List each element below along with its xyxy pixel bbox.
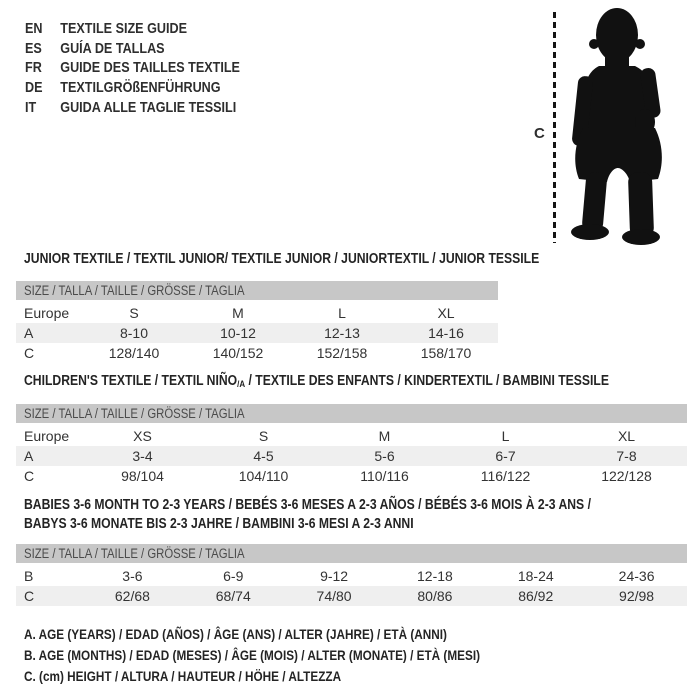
legend-footnotes — [24, 624, 567, 687]
language-row-en — [25, 19, 240, 39]
size-header-row — [16, 281, 498, 300]
height-cell: 92/98 — [619, 588, 655, 604]
language-title: TEXTILGRÖßENFÜHRUNG — [60, 79, 221, 97]
age-cell: 24-36 — [618, 568, 655, 584]
age-cell: 8-10 — [119, 325, 149, 341]
size-cell: S — [129, 305, 139, 321]
height-cell: 122/128 — [601, 468, 652, 484]
table-row-height-cm — [16, 586, 687, 606]
size-cell: XS — [133, 428, 152, 444]
age-cell: 12-18 — [417, 568, 453, 584]
table-row-height-cm — [16, 466, 687, 486]
footnote-height-cm — [24, 666, 567, 687]
language-code: ES — [25, 39, 42, 57]
size-cell: L — [338, 305, 346, 321]
language-row-it — [25, 97, 240, 117]
babies-section-title-line2: BABYS 3-6 MONATE BIS 2-3 JAHRE / BAMBINI 3-6 MESI A 2-3 ANNI — [24, 516, 414, 532]
height-cell: 104/110 — [238, 468, 289, 484]
footnote-age-months — [24, 645, 567, 666]
age-cell: 6-9 — [223, 568, 244, 584]
table-row-europe-sizes — [16, 303, 498, 323]
left-foot-shape — [571, 224, 609, 240]
language-code: DE — [25, 79, 43, 97]
size-cell: S — [258, 428, 269, 444]
size-header-row — [16, 404, 687, 423]
footnote-text: B. AGE (MONTHS) / EDAD (MESES) / ÂGE (MOIS) / ALTER (MONATE) / ETÀ (MESI) — [24, 647, 481, 663]
age-cell: 6-7 — [495, 448, 516, 464]
row-label: A — [24, 325, 34, 341]
age-cell: 5-6 — [374, 448, 395, 464]
height-cell: 68/74 — [215, 588, 251, 604]
toddler-silhouette-shapes — [571, 8, 662, 245]
height-cell: 62/68 — [114, 588, 150, 604]
height-cell: 110/116 — [360, 468, 409, 484]
height-cell: 128/140 — [108, 345, 160, 361]
language-title: GUIDE DES TAILLES TEXTILE — [60, 59, 240, 77]
row-label: A — [24, 448, 34, 464]
language-code: FR — [25, 59, 42, 77]
row-label: C — [24, 588, 35, 604]
language-title: GUIDA ALLE TAGLIE TESSILI — [60, 98, 237, 116]
right-leg-shape — [628, 172, 654, 239]
table-row-age-months — [16, 566, 687, 586]
children-title-subscript: /A — [237, 379, 246, 390]
children-title-part1: CHILDREN'S TEXTILE / TEXTIL NIÑO — [24, 373, 238, 389]
footnote-age-years — [24, 624, 567, 645]
language-title: GUÍA DE TALLAS — [60, 39, 165, 57]
junior-section-title — [24, 251, 637, 267]
table-row-age-years — [16, 323, 498, 343]
footnote-text: C. (cm) HEIGHT / ALTURA / HAUTEUR / HÖHE / ALTEZZA — [24, 668, 342, 684]
size-header-row — [16, 544, 687, 563]
junior-section-title-text: JUNIOR TEXTILE / TEXTIL JUNIOR/ TEXTILE JUNIOR / JUNIORTEXTIL / JUNIOR TESSILE — [24, 251, 540, 267]
babies-section-title — [24, 496, 699, 534]
size-header-text: SIZE / TALLA / TAILLE / GRÖSSE / TAGLIA — [24, 546, 245, 561]
age-cell: 4-5 — [253, 448, 274, 464]
age-cell: 3-4 — [132, 448, 153, 464]
age-cell: 9-12 — [320, 568, 349, 584]
row-label: Europe — [24, 305, 70, 321]
age-cell: 7-8 — [616, 448, 637, 464]
age-cell: 3-6 — [122, 568, 143, 584]
language-code: EN — [25, 20, 43, 38]
left-ear-shape — [589, 39, 599, 49]
children-size-table — [16, 404, 687, 486]
babies-size-table — [16, 544, 687, 606]
left-leg-shape — [581, 171, 607, 233]
height-measure-dashed-line — [553, 12, 556, 243]
children-section-title — [24, 373, 700, 390]
size-header-text: SIZE / TALLA / TAILLE / GRÖSSE / TAGLIA — [24, 406, 245, 421]
size-cell: XL — [617, 428, 636, 444]
row-label: B — [24, 568, 34, 584]
language-row-de — [25, 78, 240, 98]
height-measure-label: C — [534, 125, 545, 142]
height-cell: 152/158 — [316, 345, 368, 361]
row-label: C — [24, 468, 35, 484]
row-label: Europe — [24, 428, 70, 444]
age-cell: 12-13 — [324, 325, 360, 341]
toddler-silhouette-icon — [570, 2, 688, 245]
height-cell: 74/80 — [316, 588, 352, 604]
right-foot-shape — [622, 229, 660, 245]
height-cell: 158/170 — [420, 345, 472, 361]
children-section-title-text — [24, 373, 609, 390]
height-cell: 98/104 — [121, 468, 164, 484]
age-cell: 10-12 — [220, 325, 256, 341]
size-cell: M — [378, 428, 391, 444]
height-cell: 86/92 — [518, 588, 554, 604]
height-cell: 140/152 — [212, 345, 264, 361]
table-row-age-years — [16, 446, 687, 466]
language-row-fr — [25, 58, 240, 78]
table-row-height-cm — [16, 343, 498, 363]
table-row-europe-sizes — [16, 426, 687, 446]
shorts-shape — [575, 128, 662, 182]
height-cell: 80/86 — [417, 588, 453, 604]
row-label: C — [24, 345, 35, 361]
children-title-part2: / TEXTILE DES ENFANTS / KINDERTEXTIL / BAMBINI TESSILE — [245, 373, 609, 389]
size-cell: M — [232, 305, 244, 321]
age-cell: 14-16 — [428, 325, 464, 341]
size-header-text: SIZE / TALLA / TAILLE / GRÖSSE / TAGLIA — [24, 283, 245, 298]
language-code: IT — [25, 98, 37, 116]
babies-section-title-line1: BABIES 3-6 MONTH TO 2-3 YEARS / BEBÉS 3-6 MESES A 2-3 AÑOS / BÉBÉS 3-6 MOIS À 2-3 ANS / — [24, 497, 591, 513]
size-cell: XL — [437, 305, 455, 321]
right-ear-shape — [635, 39, 645, 49]
language-row-es — [25, 39, 240, 59]
language-title-list — [25, 19, 281, 117]
language-title: TEXTILE SIZE GUIDE — [60, 20, 188, 38]
age-cell: 18-24 — [517, 568, 554, 584]
footnote-text: A. AGE (YEARS) / EDAD (AÑOS) / ÂGE (ANS) / ALTER (JAHRE) / ETÀ (ANNI) — [24, 626, 447, 642]
height-cell: 116/122 — [480, 468, 531, 484]
junior-size-table — [16, 281, 498, 363]
size-cell: L — [501, 428, 510, 444]
